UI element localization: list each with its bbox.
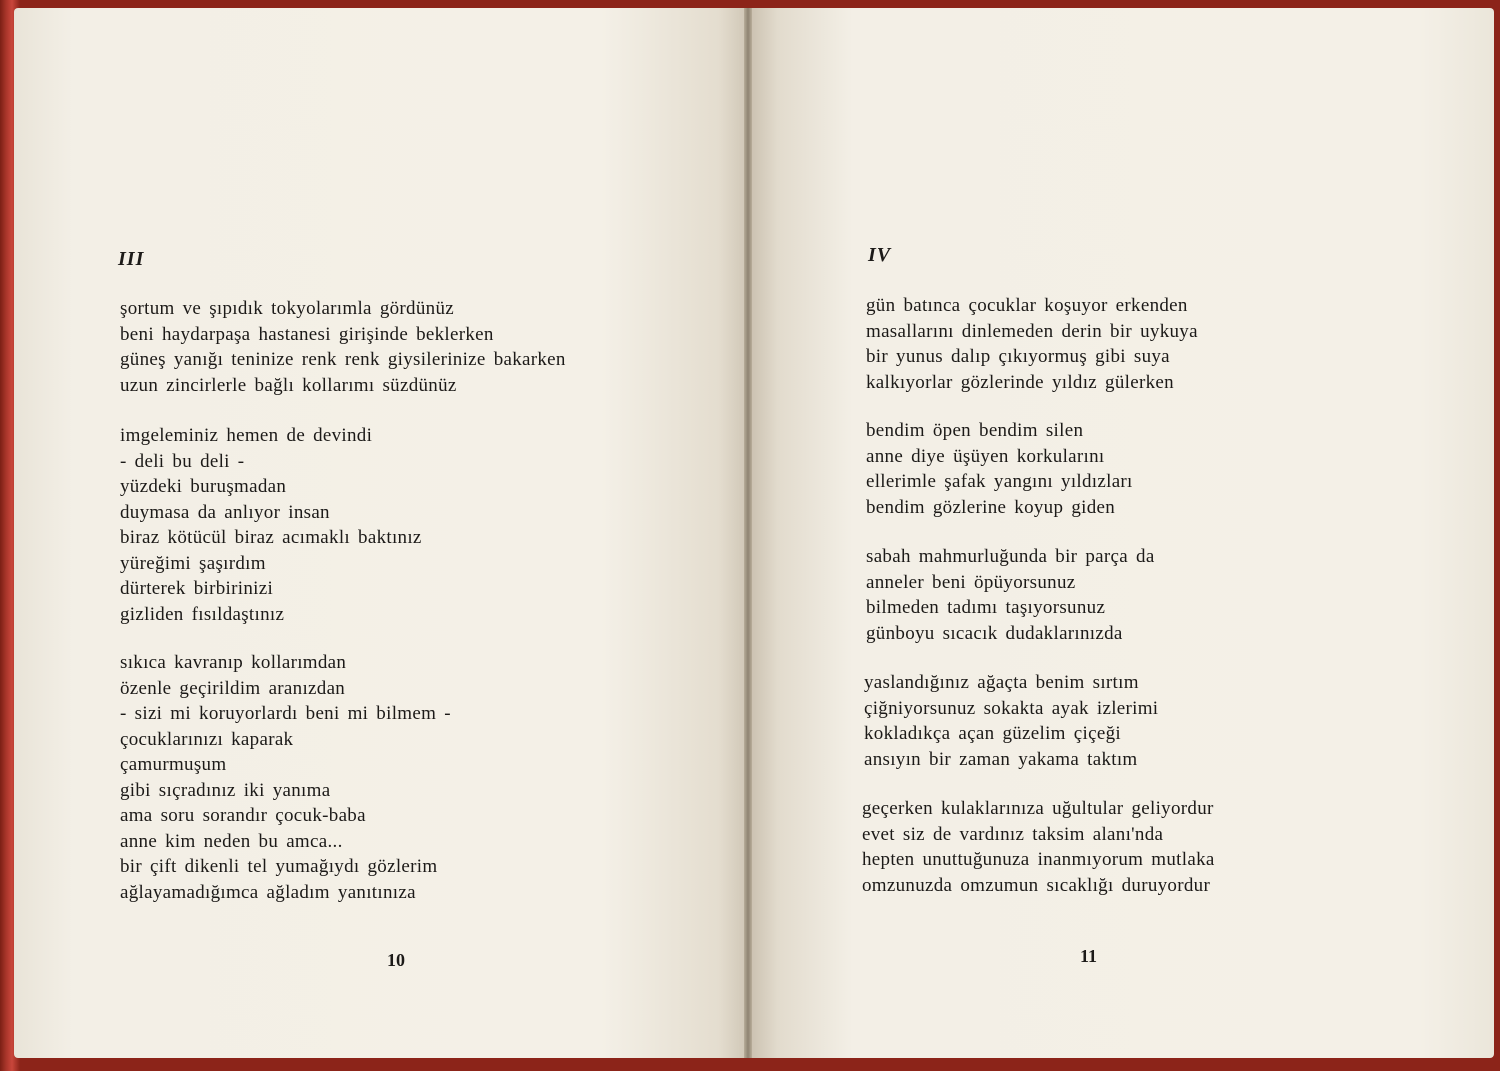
poem-line: - sizi mi koruyorlardı beni mi bilmem - — [120, 703, 451, 724]
poem-line: ellerimle şafak yangını yıldızları — [866, 471, 1133, 492]
poem-line: anneler beni öpüyorsunuz — [866, 571, 1076, 593]
poem-line: anne kim neden bu amca... — [120, 830, 343, 852]
stanza-right-2 — [866, 418, 1133, 520]
poem-line: beni haydarpaşa hastanesi girişinde beklerken — [120, 323, 494, 345]
poem-line: çamurmuşum — [120, 754, 227, 775]
poem-line: gün batınca çocuklar koşuyor erkenden — [866, 295, 1188, 316]
poem-line: bir yunus dalıp çıkıyormuş gibi suya — [866, 346, 1170, 367]
poem-line: bir çift dikenli tel yumağıydı gözlerim — [120, 856, 438, 877]
poem-line: bilmeden tadımı taşıyorsunuz — [866, 597, 1106, 618]
poem-line: özenle geçirildim aranızdan — [120, 677, 346, 699]
stanza-right-5 — [862, 796, 1215, 898]
poem-line: ama soru sorandır çocuk-baba — [120, 805, 366, 826]
poem-line: yüreğimi şaşırdım — [120, 552, 266, 574]
poem-line: dürterek birbirinizi — [120, 578, 274, 599]
poem-line: masallarını dinlemeden derin bir uykuya — [866, 320, 1198, 342]
page-number-right: 11 — [1080, 946, 1098, 966]
poem-line: çiğniyorsunuz sokakta ayak izlerimi — [864, 697, 1159, 719]
stanza-right-4 — [864, 670, 1158, 772]
page-number-left: 10 — [387, 950, 405, 970]
poem-line: şortum ve şıpıdık tokyolarımla gördünüz — [120, 298, 454, 319]
section-heading-left: III — [118, 248, 145, 270]
stanza-left-3 — [120, 650, 451, 905]
poem-line: sıkıca kavranıp kollarımdan — [120, 652, 347, 673]
poem-line: - deli bu deli - — [120, 450, 245, 472]
poem-line: uzun zincirlerle bağlı kollarımı süzdünüz — [120, 374, 457, 396]
book-gutter — [744, 8, 752, 1058]
poem-line: sabah mahmurluğunda bir parça da — [866, 546, 1155, 567]
stanza-right-3 — [866, 544, 1155, 646]
poem-line: yüzdeki buruşmadan — [120, 476, 287, 497]
poem-line: günboyu sıcacık dudaklarınızda — [866, 622, 1123, 644]
poem-line: ağlayamadığımca ağladım yanıtınıza — [120, 881, 416, 903]
poem-line: kokladıkça açan güzelim çiçeği — [864, 723, 1121, 744]
poem-line: omzunuzda omzumun sıcaklığı duruyordur — [862, 874, 1211, 896]
poem-line: hepten unuttuğunuza inanmıyorum mutlaka — [862, 849, 1215, 870]
poem-line: güneş yanığı teninize renk renk giysilerinize bakarken — [120, 349, 566, 370]
poem-line: gizliden fısıldaştınız — [120, 603, 285, 625]
right-page — [748, 8, 1494, 1058]
poem-line: anne diye üşüyen korkularını — [866, 445, 1105, 467]
poem-line: ansıyın bir zaman yakama taktım — [864, 748, 1138, 770]
poem-line: bendim öpen bendim silen — [866, 420, 1084, 441]
section-heading-right: IV — [868, 244, 892, 266]
poem-line: evet siz de vardınız taksim alanı'nda — [862, 823, 1164, 845]
stanza-right-1 — [866, 293, 1198, 395]
poem-line: yaslandığınız ağaçta benim sırtım — [864, 672, 1139, 693]
poem-line: bendim gözlerine koyup giden — [866, 496, 1116, 518]
poem-line: biraz kötücül biraz acımaklı baktınız — [120, 527, 422, 548]
poem-line: duymasa da anlıyor insan — [120, 501, 330, 523]
poem-line: kalkıyorlar gözlerinde yıldız gülerken — [866, 371, 1174, 393]
poem-line: çocuklarınızı kaparak — [120, 728, 294, 750]
stanza-left-1 — [120, 296, 566, 398]
poem-line: gibi sıçradınız iki yanıma — [120, 779, 331, 801]
poem-line: imgeleminiz hemen de devindi — [120, 425, 373, 446]
poem-line: geçerken kulaklarınıza uğultular geliyordur — [862, 798, 1214, 819]
stanza-left-2 — [120, 423, 422, 627]
